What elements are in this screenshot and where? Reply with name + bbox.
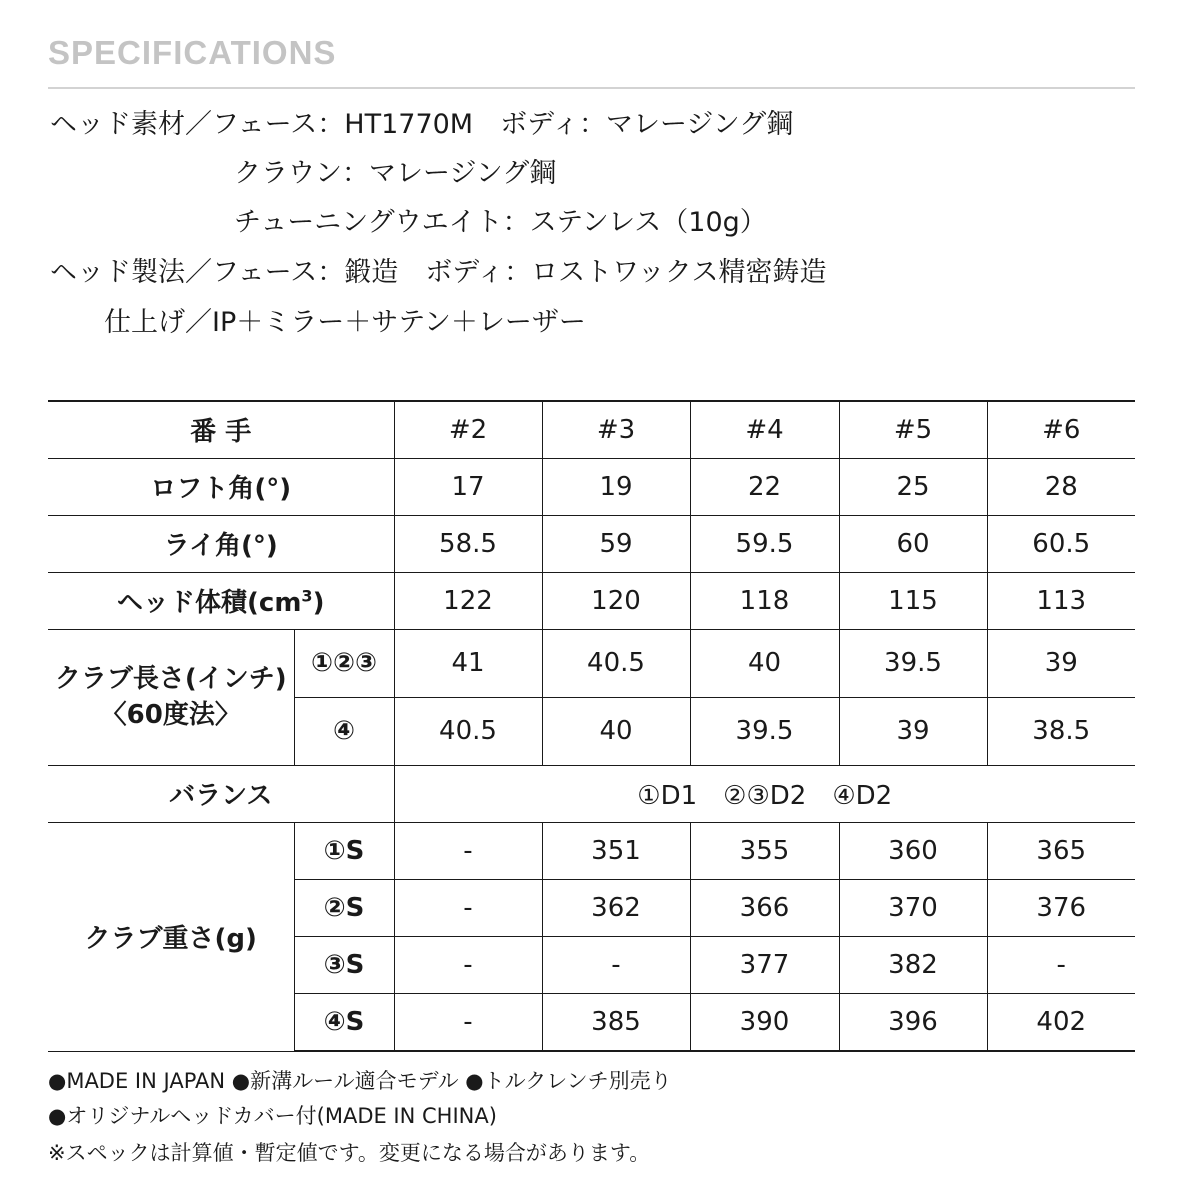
club-length-label-main: クラブ長さ(インチ) xyxy=(54,664,287,694)
row-club-length-1 xyxy=(48,629,1135,697)
spec-crown-material: クラウン：マレージング鋼 xyxy=(234,158,557,189)
head-volume-label-text: ヘッド体積(cm xyxy=(117,588,302,618)
club-weight-sub-label: ②S xyxy=(294,879,394,936)
head-volume-label xyxy=(48,572,394,629)
note-origin: ●MADE IN JAPAN ●新溝ルール適合モデル ●トルクレンチ別売り xyxy=(48,1069,672,1093)
lie-cell: 60.5 xyxy=(987,515,1135,572)
club-number-cell: #4 xyxy=(690,401,839,458)
club-weight-cell: - xyxy=(394,993,542,1051)
lie-cell: 58.5 xyxy=(394,515,542,572)
balance-label: バランス xyxy=(48,765,394,822)
spec-tuning-weight: チューニングウエイト：ステンレス（10g） xyxy=(234,207,767,238)
club-weight-label: クラブ重さ(g) xyxy=(48,822,294,1051)
row-head-volume xyxy=(48,572,1135,629)
club-weight-cell: 365 xyxy=(987,822,1135,879)
club-weight-cell: 360 xyxy=(839,822,987,879)
club-length-sub-label: ①②③ xyxy=(294,629,394,697)
club-weight-cell: - xyxy=(394,936,542,993)
club-weight-cell: 377 xyxy=(690,936,839,993)
lie-label: ライ角(°) xyxy=(48,515,394,572)
spec-manufacturing: ヘッド製法／フェース：鍛造 ボディ：ロストワックス精密鋳造 xyxy=(50,257,827,288)
club-length-cell: 40.5 xyxy=(394,697,542,765)
section-heading: SPECIFICATIONS xyxy=(48,34,337,71)
loft-cell: 17 xyxy=(394,458,542,515)
club-length-label xyxy=(48,629,294,765)
row-club-weight-1 xyxy=(48,822,1135,879)
club-length-cell: 38.5 xyxy=(987,697,1135,765)
lie-cell: 59 xyxy=(542,515,690,572)
lie-cell: 59.5 xyxy=(690,515,839,572)
club-length-cell: 41 xyxy=(394,629,542,697)
club-weight-cell: 370 xyxy=(839,879,987,936)
head-volume-cell: 118 xyxy=(690,572,839,629)
club-length-cell: 40.5 xyxy=(542,629,690,697)
club-weight-cell: - xyxy=(542,936,690,993)
spec-head-material: ヘッド素材／フェース：HT1770M ボディ：マレージング鋼 xyxy=(50,109,794,140)
club-number-cell: #5 xyxy=(839,401,987,458)
row-balance xyxy=(48,765,1135,822)
balance-value: ①D1 ②③D2 ④D2 xyxy=(394,765,1135,822)
club-number-label: 番 手 xyxy=(48,401,394,458)
loft-cell: 19 xyxy=(542,458,690,515)
club-weight-cell: 366 xyxy=(690,879,839,936)
club-weight-cell: 390 xyxy=(690,993,839,1051)
club-weight-cell: - xyxy=(394,879,542,936)
loft-cell: 28 xyxy=(987,458,1135,515)
note-disclaimer: ※スペックは計算値・暫定値です。変更になる場合があります。 xyxy=(48,1141,651,1165)
head-volume-cell: 115 xyxy=(839,572,987,629)
loft-cell: 22 xyxy=(690,458,839,515)
club-weight-cell: 385 xyxy=(542,993,690,1051)
club-number-cell: #3 xyxy=(542,401,690,458)
row-loft xyxy=(48,458,1135,515)
club-length-cell: 39 xyxy=(839,697,987,765)
club-length-cell: 40 xyxy=(690,629,839,697)
club-weight-cell: 351 xyxy=(542,822,690,879)
loft-label: ロフト角(°) xyxy=(48,458,394,515)
club-weight-cell: 355 xyxy=(690,822,839,879)
club-weight-cell: 382 xyxy=(839,936,987,993)
club-weight-cell: 362 xyxy=(542,879,690,936)
club-length-cell: 40 xyxy=(542,697,690,765)
head-volume-cell: 120 xyxy=(542,572,690,629)
club-length-sub-label: ④ xyxy=(294,697,394,765)
club-weight-cell: - xyxy=(987,936,1135,993)
heading-divider xyxy=(48,87,1135,89)
row-lie xyxy=(48,515,1135,572)
club-weight-sub-label: ④S xyxy=(294,993,394,1051)
head-volume-label-sup: 3 xyxy=(301,586,313,606)
spec-finish: 仕上げ／IP＋ミラー＋サテン＋レーザー xyxy=(104,307,586,338)
row-club-number xyxy=(48,401,1135,458)
club-weight-sub-label: ①S xyxy=(294,822,394,879)
club-length-label-method: 〈60度法〉 xyxy=(100,700,241,730)
club-weight-sub-label: ③S xyxy=(294,936,394,993)
lie-cell: 60 xyxy=(839,515,987,572)
club-weight-cell: 376 xyxy=(987,879,1135,936)
head-volume-label-end: ) xyxy=(312,588,325,618)
club-number-cell: #6 xyxy=(987,401,1135,458)
loft-cell: 25 xyxy=(839,458,987,515)
club-number-cell: #2 xyxy=(394,401,542,458)
club-length-cell: 39 xyxy=(987,629,1135,697)
club-length-cell: 39.5 xyxy=(690,697,839,765)
club-weight-cell: - xyxy=(394,822,542,879)
note-headcover: ●オリジナルヘッドカバー付(MADE IN CHINA) xyxy=(48,1104,497,1128)
head-volume-cell: 113 xyxy=(987,572,1135,629)
head-volume-cell: 122 xyxy=(394,572,542,629)
club-weight-cell: 402 xyxy=(987,993,1135,1051)
spec-table xyxy=(48,400,1135,1052)
club-length-cell: 39.5 xyxy=(839,629,987,697)
club-weight-cell: 396 xyxy=(839,993,987,1051)
